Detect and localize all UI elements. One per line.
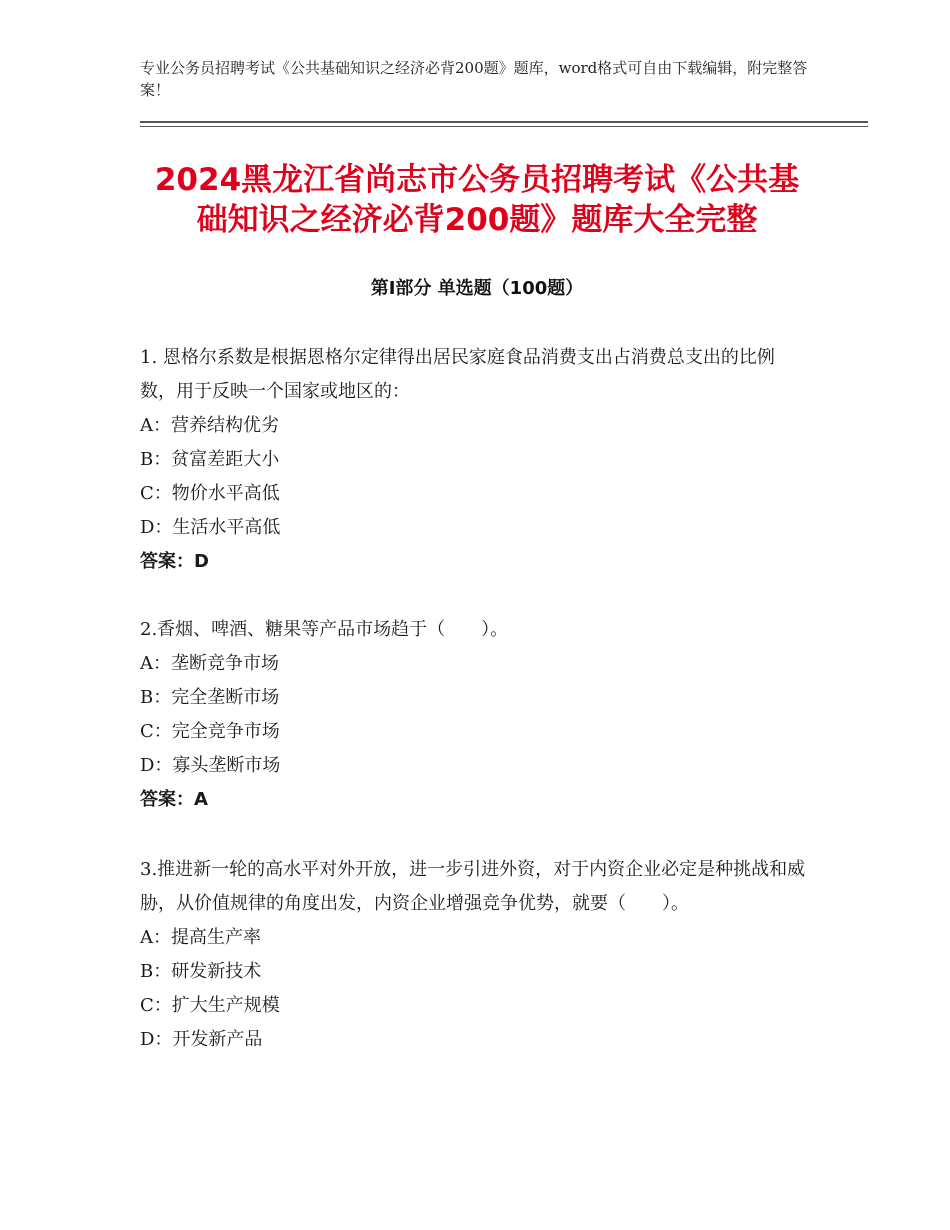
answer: 答案：A	[140, 789, 208, 810]
question-2	[140, 613, 810, 817]
question-stem: 3.推进新一轮的高水平对外开放，进一步引进外资，对于内资企业必定是种挑战和威胁，从价值规律的角度出发，内资企业增强竞争优势，就要（ ）。	[140, 859, 806, 914]
header-divider-thin	[140, 126, 868, 127]
option-b: B：研发新技术	[140, 961, 262, 982]
question-stem: 2.香烟、啤酒、糖果等产品市场趋于（ ）。	[140, 619, 509, 640]
option-c: C：扩大生产规模	[140, 995, 280, 1016]
option-a: A：营养结构优劣	[140, 415, 279, 436]
option-d: D：寡头垄断市场	[140, 755, 281, 776]
question-1	[140, 341, 810, 579]
section-title: 第Ⅰ部分 单选题（100题）	[370, 278, 584, 299]
option-c: C：物价水平高低	[140, 483, 280, 504]
option-b: B：完全垄断市场	[140, 687, 280, 708]
question-stem: 1. 恩格尔系数是根据恩格尔定律得出居民家庭食品消费支出占消费总支出的比例数，用于反映一个国家或地区的：	[140, 347, 775, 402]
option-a: A：提高生产率	[140, 927, 261, 948]
option-b: B：贫富差距大小	[140, 449, 280, 470]
option-c: C：完全竞争市场	[140, 721, 280, 742]
header-divider-thick	[140, 121, 868, 123]
option-a: A：垄断竞争市场	[140, 653, 279, 674]
option-d: D：生活水平高低	[140, 517, 281, 538]
option-d: D：开发新产品	[140, 1029, 263, 1050]
answer: 答案：D	[140, 551, 209, 572]
document-title: 2024黑龙江省尚志市公务员招聘考试《公共基础知识之经济必背200题》题库大全完整	[154, 162, 800, 238]
question-3	[140, 853, 810, 1057]
header-note: 专业公务员招聘考试《公共基础知识之经济必背200题》题库，word格式可自由下载编辑，附完整答案！	[140, 59, 808, 99]
